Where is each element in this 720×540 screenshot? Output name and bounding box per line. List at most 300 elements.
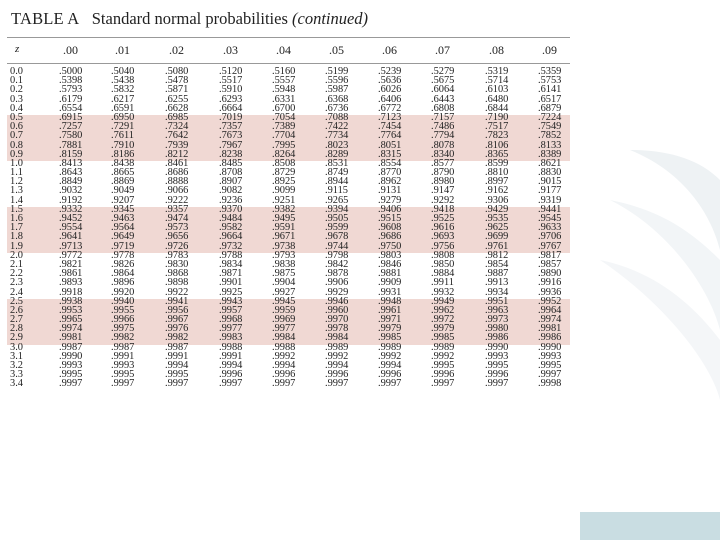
- probability-cell: .9678: [325, 231, 349, 243]
- probability-cell: .9066: [165, 185, 189, 197]
- probability-cell: .9726: [165, 240, 189, 252]
- probability-cell: .9292: [431, 194, 455, 206]
- z-value: 2.0: [10, 249, 23, 261]
- probability-cell: .7580: [59, 130, 83, 142]
- probability-cell: .9946: [325, 295, 349, 307]
- probability-cell: .9633: [538, 222, 562, 234]
- probability-cell: .7088: [325, 111, 349, 123]
- probability-cell: .8729: [272, 167, 296, 179]
- probability-cell: .6480: [485, 93, 509, 105]
- probability-cell: .8238: [219, 148, 243, 160]
- probability-cell: .9925: [219, 286, 243, 298]
- z-value: 2.8: [10, 323, 23, 335]
- probability-cell: .9913: [485, 277, 509, 289]
- z-value: 1.8: [10, 231, 23, 243]
- probability-cell: .9793: [272, 249, 296, 261]
- probability-cell: .9983: [219, 332, 243, 344]
- probability-cell: .7454: [378, 121, 402, 133]
- probability-cell: .9406: [378, 203, 402, 215]
- probability-cell: .7910: [111, 139, 135, 151]
- probability-cell: .9988: [272, 341, 296, 353]
- probability-cell: .8051: [378, 139, 402, 151]
- probability-cell: .9981: [59, 332, 83, 344]
- probability-cell: .9251: [272, 194, 296, 206]
- probability-cell: .6406: [378, 93, 402, 105]
- probability-cell: .5478: [165, 75, 189, 87]
- z-value: 0.3: [10, 93, 23, 105]
- probability-cell: .9995: [538, 360, 562, 371]
- probability-cell: .9535: [485, 213, 509, 224]
- column-header: .05: [329, 43, 344, 57]
- probability-cell: .6950: [111, 111, 135, 123]
- probability-cell: .9993: [59, 360, 83, 371]
- probability-cell: .9783: [165, 249, 189, 261]
- probability-cell: .9808: [431, 249, 455, 261]
- probability-cell: .9990: [59, 350, 83, 362]
- probability-cell: .9162: [485, 185, 509, 197]
- probability-cell: .7734: [325, 130, 349, 142]
- probability-cell: .9992: [272, 350, 296, 362]
- z-value: 0.2: [10, 84, 23, 96]
- probability-cell: .9965: [59, 314, 83, 326]
- column-header: .00: [63, 43, 78, 57]
- probability-cell: .6103: [485, 84, 509, 96]
- probability-cell: .8621: [538, 157, 562, 169]
- probability-cell: .9987: [59, 341, 83, 353]
- probability-cell: .9582: [219, 222, 243, 234]
- probability-cell: .9664: [219, 231, 243, 243]
- z-value: 0.6: [10, 121, 23, 133]
- probability-cell: .8849: [59, 176, 83, 188]
- probability-cell: .6591: [111, 102, 135, 114]
- probability-cell: .9931: [378, 286, 402, 298]
- probability-cell: .9441: [538, 203, 562, 215]
- column-header: .09: [542, 43, 557, 57]
- z-value: 1.9: [10, 240, 23, 252]
- probability-cell: .9772: [59, 249, 83, 261]
- probability-cell: .9996: [431, 369, 455, 381]
- probability-cell: .9332: [59, 203, 83, 215]
- probability-cell: .8554: [378, 157, 402, 169]
- probability-cell: .9382: [272, 203, 296, 215]
- probability-cell: .9994: [165, 360, 189, 371]
- probability-cell: .8790: [431, 167, 455, 179]
- probability-cell: .9996: [378, 369, 402, 381]
- z-value: 0.8: [10, 139, 23, 151]
- probability-cell: .8944: [325, 176, 349, 188]
- probability-cell: .8907: [219, 176, 243, 188]
- probability-cell: .9977: [219, 323, 243, 335]
- probability-cell: .7939: [165, 139, 189, 151]
- probability-cell: .9649: [111, 231, 135, 243]
- probability-cell: .9767: [538, 240, 562, 252]
- z-value: 1.0: [10, 157, 23, 169]
- probability-cell: .9868: [165, 268, 189, 280]
- probability-cell: .8708: [219, 167, 243, 179]
- probability-cell: .9778: [111, 249, 135, 261]
- probability-cell: .8980: [431, 176, 455, 188]
- probability-cell: .9943: [219, 295, 243, 307]
- probability-cell: .9974: [59, 323, 83, 335]
- probability-cell: .9591: [272, 222, 296, 234]
- probability-cell: .9505: [325, 213, 349, 224]
- probability-cell: .9948: [378, 295, 402, 307]
- probability-cell: .8749: [325, 167, 349, 179]
- probability-cell: .9973: [485, 314, 509, 326]
- probability-cell: .6915: [59, 111, 83, 123]
- probability-cell: .9357: [165, 203, 189, 215]
- probability-cell: .6517: [538, 93, 562, 105]
- probability-cell: .7422: [325, 121, 349, 133]
- probability-cell: .9993: [111, 360, 135, 371]
- probability-cell: .9890: [538, 268, 562, 280]
- probability-cell: .9798: [325, 249, 349, 261]
- probability-cell: .5398: [59, 75, 83, 87]
- probability-cell: .7611: [111, 130, 134, 142]
- probability-cell: .8315: [378, 148, 402, 160]
- z-value: 2.2: [10, 268, 23, 280]
- probability-cell: .5714: [485, 75, 509, 87]
- column-header: .07: [435, 43, 450, 57]
- probability-cell: .9934: [485, 286, 509, 298]
- probability-cell: .6064: [431, 84, 455, 96]
- probability-cell: .9979: [378, 323, 402, 335]
- table-name: Standard normal probabilities: [91, 9, 288, 28]
- probability-cell: .6554: [59, 102, 83, 114]
- probability-cell: .9985: [378, 332, 402, 344]
- probability-cell: .8340: [431, 148, 455, 160]
- probability-cell: .9861: [59, 268, 83, 280]
- probability-cell: .9997: [538, 369, 562, 381]
- probability-cell: .6628: [165, 102, 189, 114]
- probability-cell: .9884: [431, 268, 455, 280]
- z-value: 0.5: [10, 111, 23, 123]
- probability-cell: .9995: [165, 369, 189, 381]
- table-continued: (continued): [292, 9, 369, 28]
- probability-cell: .9922: [165, 286, 189, 298]
- probability-cell: .5636: [378, 75, 402, 87]
- probability-cell: .9418: [431, 203, 455, 215]
- probability-cell: .9904: [272, 277, 296, 289]
- probability-cell: .9474: [165, 213, 189, 224]
- probability-cell: .9996: [219, 369, 243, 381]
- probability-cell: .9515: [378, 213, 402, 224]
- probability-cell: .9279: [378, 194, 402, 206]
- probability-cell: .6368: [325, 93, 349, 105]
- probability-cell: .5675: [431, 75, 455, 87]
- probability-cell: .5359: [538, 66, 562, 77]
- probability-cell: .5279: [431, 66, 455, 77]
- probability-cell: .7324: [165, 121, 189, 133]
- probability-cell: .9495: [272, 213, 296, 224]
- probability-cell: .9986: [485, 332, 509, 344]
- probability-cell: .9265: [325, 194, 349, 206]
- probability-cell: .8869: [111, 176, 135, 188]
- probability-cell: .9750: [378, 240, 402, 252]
- probability-cell: .7794: [431, 130, 455, 142]
- z-value: 1.4: [10, 194, 23, 206]
- z-value: 2.5: [10, 295, 23, 307]
- probability-cell: .9992: [378, 350, 402, 362]
- probability-cell: .9991: [165, 350, 189, 362]
- probability-cell: .9920: [111, 286, 135, 298]
- probability-cell: .9957: [219, 304, 243, 316]
- probability-cell: .9713: [59, 240, 83, 252]
- header-rule-top: [7, 37, 570, 38]
- probability-cell: .7486: [431, 121, 455, 133]
- probability-cell: .8665: [111, 167, 135, 179]
- probability-cell: .9608: [378, 222, 402, 234]
- probability-cell: .9893: [59, 277, 83, 289]
- probability-cell: .7642: [165, 130, 189, 142]
- probability-cell: .9878: [325, 268, 349, 280]
- probability-cell: .9949: [431, 295, 455, 307]
- z-value: 2.1: [10, 258, 23, 270]
- probability-cell: .9971: [378, 314, 402, 326]
- table-row: [7, 379, 570, 388]
- probability-cell: .7764: [378, 130, 402, 142]
- probability-cell: .7357: [219, 121, 243, 133]
- probability-cell: .9969: [272, 314, 296, 326]
- probability-cell: .9115: [325, 185, 348, 197]
- probability-cell: .8289: [325, 148, 349, 160]
- z-value: 3.4: [10, 378, 23, 390]
- probability-cell: .9875: [272, 268, 296, 280]
- probability-cell: .8962: [378, 176, 402, 188]
- z-value: 2.7: [10, 314, 23, 326]
- probability-cell: .9821: [59, 258, 83, 270]
- z-value: 3.3: [10, 369, 23, 381]
- probability-cell: .5199: [325, 66, 349, 77]
- probability-cell: .9996: [325, 369, 349, 381]
- z-value: 1.6: [10, 213, 23, 224]
- probability-cell: .7704: [272, 130, 296, 142]
- header-rule-bottom: [7, 63, 570, 64]
- probability-cell: .9997: [165, 378, 189, 390]
- probability-cell: .9941: [165, 295, 189, 307]
- probability-cell: .6808: [431, 102, 455, 114]
- probability-cell: .9864: [111, 268, 135, 280]
- probability-cell: .9850: [431, 258, 455, 270]
- table-tag: TABLE A: [11, 9, 80, 28]
- probability-cell: .9932: [431, 286, 455, 298]
- probability-cell: .7517: [485, 121, 509, 133]
- probability-cell: .9842: [325, 258, 349, 270]
- probability-cell: .7549: [538, 121, 562, 133]
- probability-cell: .9452: [59, 213, 83, 224]
- probability-cell: .9761: [485, 240, 509, 252]
- probability-cell: .9991: [111, 350, 135, 362]
- z-value: 0.9: [10, 148, 23, 160]
- probability-cell: .8531: [325, 157, 349, 169]
- probability-cell: .9909: [378, 277, 402, 289]
- probability-cell: .9906: [325, 277, 349, 289]
- probability-cell: .9964: [538, 304, 562, 316]
- probability-cell: .9997: [59, 378, 83, 390]
- probability-cell: .6664: [219, 102, 243, 114]
- probability-cell: .9984: [272, 332, 296, 344]
- probability-cell: .9896: [111, 277, 135, 289]
- column-header: .03: [223, 43, 238, 57]
- z-value: 2.4: [10, 286, 23, 298]
- probability-cell: .5000: [59, 66, 83, 77]
- z-value: 0.4: [10, 102, 23, 114]
- probability-cell: .9940: [111, 295, 135, 307]
- probability-cell: .5160: [272, 66, 296, 77]
- probability-cell: .7967: [219, 139, 243, 151]
- probability-cell: .5319: [485, 66, 509, 77]
- probability-cell: .8413: [59, 157, 83, 169]
- probability-cell: .7019: [219, 111, 243, 123]
- probability-cell: .7995: [272, 139, 296, 151]
- probability-cell: .8577: [431, 157, 455, 169]
- probability-cell: .9901: [219, 277, 243, 289]
- probability-cell: .6985: [165, 111, 189, 123]
- probability-cell: .8888: [165, 176, 189, 188]
- probability-cell: .9564: [111, 222, 135, 234]
- probability-cell: .6255: [165, 93, 189, 105]
- probability-cell: .9975: [111, 323, 135, 335]
- probability-cell: .9978: [325, 323, 349, 335]
- z-value: 2.6: [10, 304, 23, 316]
- probability-cell: .8159: [59, 148, 83, 160]
- probability-cell: .9951: [485, 295, 509, 307]
- probability-cell: .9994: [272, 360, 296, 371]
- probability-cell: .7257: [59, 121, 83, 133]
- z-value: 1.7: [10, 222, 23, 234]
- probability-cell: .9977: [272, 323, 296, 335]
- probability-cell: .9927: [272, 286, 296, 298]
- probability-cell: .9744: [325, 240, 349, 252]
- probability-cell: .9997: [431, 378, 455, 390]
- probability-cell: .9916: [538, 277, 562, 289]
- probability-cell: .6772: [378, 102, 402, 114]
- probability-cell: .7673: [219, 130, 243, 142]
- probability-cell: .9394: [325, 203, 349, 215]
- probability-cell: .7881: [59, 139, 83, 151]
- z-value: 3.1: [10, 350, 23, 362]
- z-value: 1.2: [10, 176, 23, 188]
- table-page: [7, 5, 570, 533]
- probability-cell: .8023: [325, 139, 349, 151]
- probability-cell: .9671: [272, 231, 296, 243]
- probability-cell: .5948: [272, 84, 296, 96]
- column-header: .06: [382, 43, 397, 57]
- probability-cell: .9699: [485, 231, 509, 243]
- probability-cell: .9732: [219, 240, 243, 252]
- z-column-header: z: [15, 43, 20, 55]
- probability-cell: .9992: [325, 350, 349, 362]
- z-value: 1.3: [10, 185, 23, 197]
- probability-cell: .9945: [272, 295, 296, 307]
- probability-cell: .9616: [431, 222, 455, 234]
- probability-cell: .9994: [219, 360, 243, 371]
- probability-cell: .7224: [538, 111, 562, 123]
- decorative-swoosh: [570, 0, 720, 540]
- probability-cell: .9989: [325, 341, 349, 353]
- probability-cell: .5793: [59, 84, 83, 96]
- probability-cell: .5832: [111, 84, 135, 96]
- column-header-row: [7, 41, 570, 61]
- probability-cell: .9987: [111, 341, 135, 353]
- column-header: .04: [276, 43, 291, 57]
- probability-cell: .9938: [59, 295, 83, 307]
- probability-cell: .9463: [111, 213, 135, 224]
- probability-cell: .9545: [538, 213, 562, 224]
- probability-cell: .9918: [59, 286, 83, 298]
- probability-cell: .5557: [272, 75, 296, 87]
- probability-cell: .9993: [485, 350, 509, 362]
- probability-cell: .9995: [485, 360, 509, 371]
- probability-cell: .9834: [219, 258, 243, 270]
- probability-cell: .7190: [485, 111, 509, 123]
- probability-cell: .9838: [272, 258, 296, 270]
- probability-cell: .9830: [165, 258, 189, 270]
- probability-cell: .7157: [431, 111, 455, 123]
- probability-cell: .8212: [165, 148, 189, 160]
- probability-cell: .5120: [219, 66, 243, 77]
- probability-cell: .9952: [538, 295, 562, 307]
- probability-cell: .9982: [111, 332, 135, 344]
- probability-cell: .5596: [325, 75, 349, 87]
- probability-cell: .9846: [378, 258, 402, 270]
- probability-cell: .6879: [538, 102, 562, 114]
- probability-cell: .6217: [111, 93, 135, 105]
- probability-cell: .9995: [431, 360, 455, 371]
- probability-cell: .6179: [59, 93, 83, 105]
- z-value: 1.1: [10, 167, 23, 179]
- probability-cell: .5910: [219, 84, 243, 96]
- column-header: .08: [489, 43, 504, 57]
- probability-cell: .9993: [538, 350, 562, 362]
- probability-cell: .9803: [378, 249, 402, 261]
- probability-cell: .8599: [485, 157, 509, 169]
- probability-cell: .9177: [538, 185, 562, 197]
- probability-cell: .9319: [538, 194, 562, 206]
- probability-cell: .8389: [538, 148, 562, 160]
- probability-cell: .9988: [219, 341, 243, 353]
- probability-cell: .5987: [325, 84, 349, 96]
- probability-cell: .7291: [111, 121, 135, 133]
- probability-cell: .9997: [378, 378, 402, 390]
- probability-cell: .5517: [219, 75, 243, 87]
- probability-cell: .9854: [485, 258, 509, 270]
- probability-cell: .9887: [485, 268, 509, 280]
- probability-cell: .9995: [59, 369, 83, 381]
- probability-cell: .5239: [378, 66, 402, 77]
- probability-cell: .5438: [111, 75, 135, 87]
- probability-cell: .9929: [325, 286, 349, 298]
- probability-cell: .6141: [538, 84, 562, 96]
- probability-cell: .7389: [272, 121, 296, 133]
- probability-cell: .9981: [538, 323, 562, 335]
- probability-cell: .8365: [485, 148, 509, 160]
- probability-cell: .9131: [378, 185, 402, 197]
- probability-cell: .9990: [485, 341, 509, 353]
- probability-cell: .9049: [111, 185, 135, 197]
- probability-cell: .8461: [165, 157, 189, 169]
- probability-cell: .9370: [219, 203, 243, 215]
- table-body: [7, 67, 570, 533]
- probability-cell: .9995: [111, 369, 135, 381]
- probability-cell: .9962: [431, 304, 455, 316]
- probability-cell: .9641: [59, 231, 83, 243]
- probability-cell: .9525: [431, 213, 455, 224]
- z-value: 2.3: [10, 277, 23, 289]
- probability-cell: .5753: [538, 75, 562, 87]
- probability-cell: .9997: [111, 378, 135, 390]
- probability-cell: .9656: [165, 231, 189, 243]
